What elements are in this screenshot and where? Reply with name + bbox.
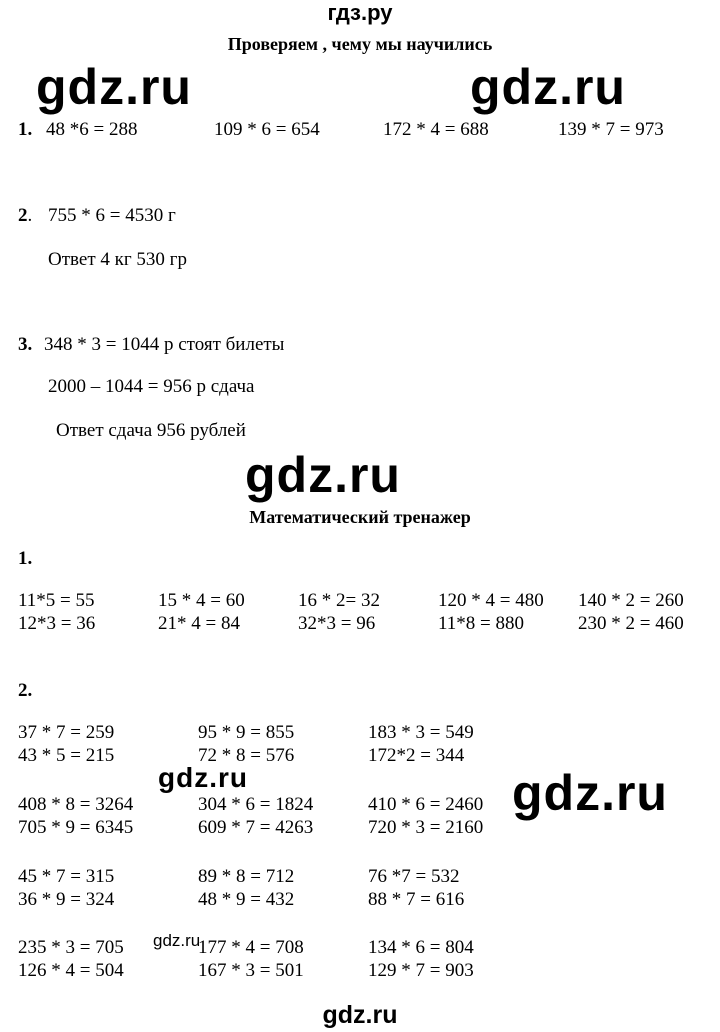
equation: 37 * 7 = 259 [18, 722, 115, 743]
watermark: gdz.ru [153, 931, 201, 950]
equation: 36 * 9 = 324 [18, 889, 115, 910]
watermark: gdz.ru [322, 1001, 398, 1029]
equation: 172*2 = 344 [368, 745, 465, 766]
equation: 177 * 4 = 708 [198, 937, 304, 958]
answer: Ответ сдача 956 рублей [56, 420, 246, 441]
equation: 167 * 3 = 501 [198, 960, 304, 981]
watermark: gdz.ru [158, 762, 248, 793]
task-number: 2. [18, 680, 33, 701]
equation: 609 * 7 = 4263 [198, 817, 314, 838]
equation: 15 * 4 = 60 [158, 590, 245, 611]
equation: 140 * 2 = 260 [578, 590, 684, 611]
equation: 88 * 7 = 616 [368, 889, 465, 910]
watermark: gdz.ru [512, 765, 668, 821]
section-title: Проверяем , чему мы научились [227, 34, 493, 54]
equation: 72 * 8 = 576 [198, 745, 295, 766]
equation: 139 * 7 = 973 [558, 119, 664, 140]
equation: 348 * 3 = 1044 р стоят билеты [44, 334, 285, 355]
equation: 21* 4 = 84 [158, 613, 240, 634]
answer: Ответ 4 кг 530 гр [48, 249, 187, 270]
equation: 48 * 9 = 432 [198, 889, 295, 910]
equation: 76 *7 = 532 [368, 866, 460, 887]
equation: 304 * 6 = 1824 [198, 794, 314, 815]
equation: 172 * 4 = 688 [383, 119, 489, 140]
section-title: Математический тренажер [249, 507, 471, 527]
site-header: гдз.ру [327, 0, 393, 25]
equation: 16 * 2= 32 [298, 590, 380, 611]
equation: 755 * 6 = 4530 г [48, 205, 176, 226]
equation: 183 * 3 = 549 [368, 722, 474, 743]
equation: 11*8 = 880 [438, 613, 525, 634]
equation: 230 * 2 = 460 [578, 613, 684, 634]
equation: 235 * 3 = 705 [18, 937, 124, 958]
task-number: 1. [18, 548, 33, 569]
equation: 134 * 6 = 804 [368, 937, 474, 958]
equation: 408 * 8 = 3264 [18, 794, 134, 815]
equation: 95 * 9 = 855 [198, 722, 295, 743]
equation: 109 * 6 = 654 [214, 119, 320, 140]
equation: 89 * 8 = 712 [198, 866, 295, 887]
watermark: gdz.ru [36, 59, 192, 115]
task-number: 1. [18, 119, 33, 140]
task-number: 2. [18, 205, 33, 226]
task-number: 3. [18, 334, 33, 355]
equation: 32*3 = 96 [298, 613, 376, 634]
equation: 48 *6 = 288 [46, 119, 138, 140]
equation: 720 * 3 = 2160 [368, 817, 484, 838]
watermark: gdz.ru [245, 447, 401, 503]
equation: 12*3 = 36 [18, 613, 96, 634]
equation: 43 * 5 = 215 [18, 745, 115, 766]
equation: 705 * 9 = 6345 [18, 817, 134, 838]
equation: 2000 – 1044 = 956 р сдача [48, 376, 255, 397]
equation: 410 * 6 = 2460 [368, 794, 484, 815]
equation: 45 * 7 = 315 [18, 866, 115, 887]
equation: 11*5 = 55 [18, 590, 95, 611]
equation: 129 * 7 = 903 [368, 960, 474, 981]
equation: 120 * 4 = 480 [438, 590, 544, 611]
watermark: gdz.ru [470, 59, 626, 115]
equation: 126 * 4 = 504 [18, 960, 124, 981]
